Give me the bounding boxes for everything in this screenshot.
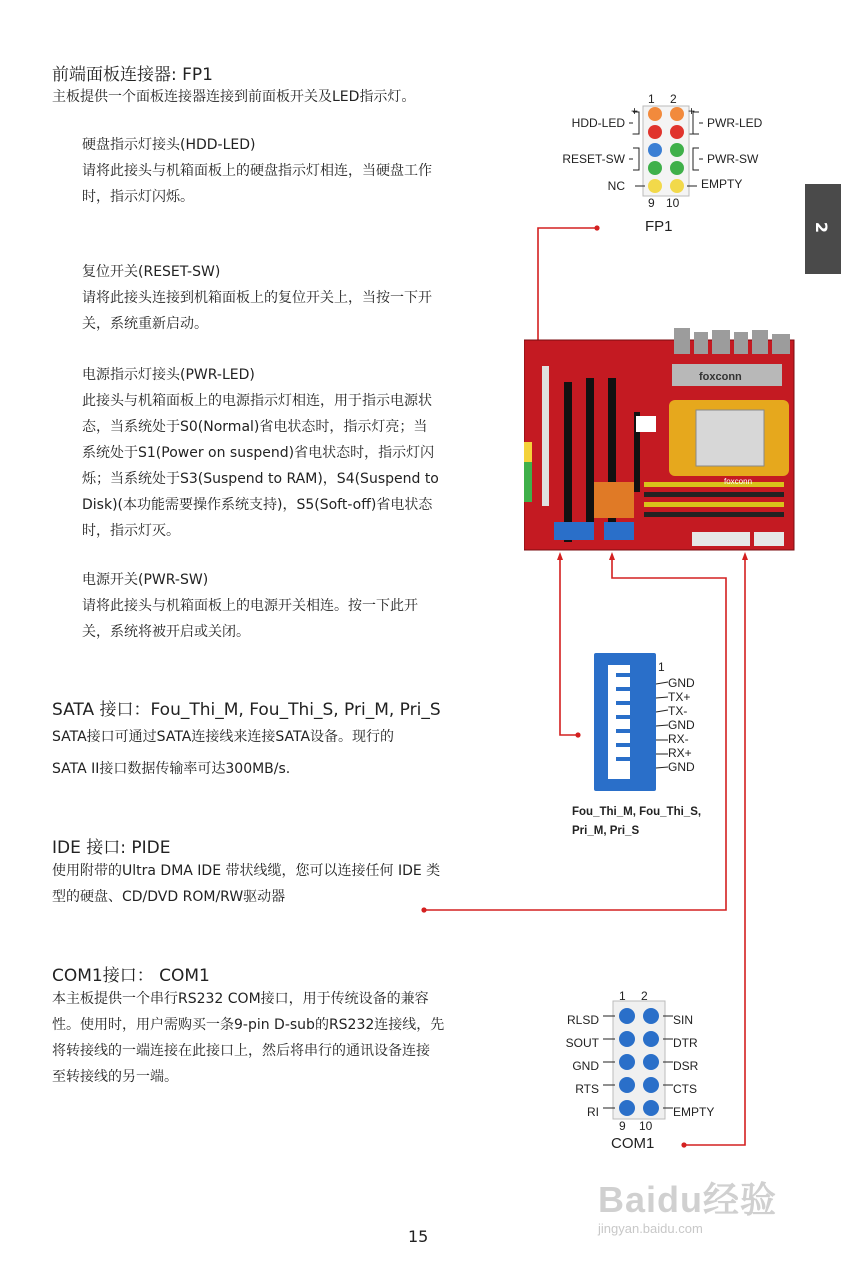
watermark-url: jingyan.baidu.com bbox=[598, 1221, 703, 1236]
text-line: Disk)(本功能需要操作系统支持)，S5(Soft-off)省电状态 bbox=[82, 497, 433, 513]
pin-number: 10 bbox=[639, 1119, 653, 1133]
dot bbox=[421, 907, 426, 912]
dot bbox=[575, 732, 580, 737]
motherboard-image bbox=[524, 322, 798, 552]
text-line: 此接头与机箱面板上的电源指示灯相连，用于指示电源状 bbox=[82, 393, 432, 409]
sata-port-svg bbox=[594, 653, 656, 791]
com1-title: COM1接口： COM1 bbox=[52, 966, 210, 986]
brand-logo: foxconn bbox=[724, 477, 753, 486]
pin-number: 2 bbox=[641, 989, 648, 1003]
reset-sw-label: RESET-SW bbox=[562, 152, 625, 166]
ide-title: IDE 接口: PIDE bbox=[52, 838, 171, 858]
pwr-led-title: 电源指示灯接头(PWR-LED) bbox=[82, 367, 255, 383]
text-line: 关，系统重新启动。 bbox=[82, 316, 208, 332]
text-line: 时，指示灯灭。 bbox=[82, 523, 180, 539]
pci-slot bbox=[586, 378, 594, 538]
empty-label: EMPTY bbox=[701, 177, 743, 191]
pin-number: 9 bbox=[648, 196, 655, 210]
pin-label: RX+ bbox=[668, 746, 692, 760]
pwr-sw-title: 电源开关(PWR-SW) bbox=[82, 572, 209, 588]
text-line: 请将此接头与机箱面板上的电源开关相连。按一下此开 bbox=[82, 598, 418, 614]
pwr-sw-label: PWR-SW bbox=[707, 152, 759, 166]
pci-slot bbox=[564, 382, 572, 542]
text-line: 型的硬盘、CD/DVD ROM/RW驱动器 bbox=[52, 889, 286, 905]
label-sticker bbox=[636, 416, 656, 432]
text-line: 关，系统将被开启或关闭。 bbox=[82, 624, 250, 640]
chipset-heatsink bbox=[594, 482, 634, 518]
text-line: 将转接线的一端连接在此接口上，然后将串行的通讯设备连接 bbox=[52, 1043, 430, 1059]
polarity-sign: - bbox=[632, 126, 636, 140]
fp1-caption: FP1 bbox=[645, 218, 673, 235]
pin-label: DTR bbox=[673, 1036, 698, 1050]
pin-label: GND bbox=[572, 1059, 599, 1073]
pin-label: RLSD bbox=[566, 1013, 599, 1027]
sata-title: SATA 接口：Fou_Thi_M, Fou_Thi_S, Pri_M, Pri_S bbox=[52, 700, 441, 720]
pin-label: RX- bbox=[668, 732, 689, 746]
pin-label: GND bbox=[668, 718, 695, 732]
text-line: SATA接口可通过SATA连接线来连接SATA设备。现行的 bbox=[52, 729, 395, 745]
text-line: 使用附带的Ultra DMA IDE 带状线缆，您可以连接任何 IDE 类 bbox=[52, 863, 441, 879]
sata-caption bbox=[572, 803, 732, 841]
pin-label: EMPTY bbox=[673, 1105, 715, 1119]
pwr-led-label: PWR-LED bbox=[707, 116, 763, 130]
text-line: 本主板提供一个串行RS232 COM接口，用于传统设备的兼容 bbox=[52, 991, 429, 1007]
ide-port bbox=[692, 532, 750, 546]
com1-left-labels bbox=[566, 1009, 599, 1124]
cpu-socket bbox=[696, 410, 764, 466]
polarity-sign: + bbox=[631, 104, 639, 118]
text-line: SATA II接口数据传输率可达300MB/s. bbox=[52, 761, 291, 777]
pin-label: CTS bbox=[673, 1082, 697, 1096]
text-line: 请将此接头连接到机箱面板上的复位开关上，当按一下开 bbox=[82, 290, 432, 306]
brand-logo: foxconn bbox=[699, 371, 742, 383]
arrow bbox=[742, 552, 748, 560]
watermark-logo: Baidu经验 bbox=[598, 1179, 778, 1220]
fp1-title: 前端面板连接器: FP1 bbox=[52, 65, 213, 85]
sata-diagram bbox=[572, 650, 730, 845]
text-line: 性。使用时，用户需购买一条9-pin D-sub的RS232连接线，先 bbox=[52, 1017, 445, 1033]
pin-label: RI bbox=[587, 1105, 599, 1119]
hdd-led-title: 硬盘指示灯接头(HDD-LED) bbox=[82, 137, 256, 153]
polarity-sign: + bbox=[688, 104, 696, 118]
sata-inner bbox=[608, 665, 630, 779]
pin-label: RTS bbox=[575, 1082, 599, 1096]
text-line: 至转接线的另一端。 bbox=[52, 1069, 178, 1085]
caption-line: Fou_Thi_M, Fou_Thi_S, bbox=[572, 806, 702, 818]
pin-label: GND bbox=[668, 760, 695, 774]
sata-ports bbox=[554, 522, 594, 540]
pin-label: TX+ bbox=[668, 690, 691, 704]
atx-power bbox=[754, 532, 784, 546]
reset-sw-title: 复位开关(RESET-SW) bbox=[82, 264, 221, 280]
text-line: 系统处于S1(Power on suspend)省电状态时，指示灯闪 bbox=[82, 445, 435, 461]
com1-diagram bbox=[555, 987, 745, 1157]
arrow bbox=[557, 552, 563, 560]
page-number: 15 bbox=[408, 1227, 429, 1246]
pin-label: SOUT bbox=[565, 1036, 599, 1050]
arrow bbox=[609, 552, 615, 560]
pci-slot bbox=[542, 366, 549, 506]
text-line: 时，指示灯闪烁。 bbox=[82, 189, 194, 205]
sata-leader-line bbox=[560, 560, 578, 735]
watermark bbox=[598, 1172, 798, 1242]
pin-number: 9 bbox=[619, 1119, 626, 1133]
pin-label: DSR bbox=[673, 1059, 699, 1073]
pin-number: 1 bbox=[648, 92, 655, 106]
fp1-intro: 主板提供一个面板连接器连接到前面板开关及LED指示灯。 bbox=[52, 89, 416, 105]
text-line: 态，当系统处于S0(Normal)省电状态时，指示灯亮；当 bbox=[82, 419, 428, 435]
com1-right-labels bbox=[673, 1009, 714, 1124]
chapter-number: 2 bbox=[812, 221, 832, 234]
pin-number: 1 bbox=[619, 989, 626, 1003]
pin-number: 1 bbox=[658, 660, 665, 674]
com1-caption: COM1 bbox=[611, 1135, 655, 1152]
polarity-sign: - bbox=[689, 126, 693, 140]
pin-number: 2 bbox=[670, 92, 677, 106]
pin-label: TX- bbox=[668, 704, 688, 718]
pin-label: SIN bbox=[673, 1013, 694, 1027]
pin-label: GND bbox=[668, 676, 695, 690]
caption-line: Pri_M, Pri_S bbox=[572, 825, 640, 837]
text-line: 请将此接头与机箱面板上的硬盘指示灯相连，当硬盘工作 bbox=[82, 163, 432, 179]
pin-number: 10 bbox=[666, 196, 680, 210]
hdd-led-label: HDD-LED bbox=[571, 116, 625, 130]
fp1-diagram bbox=[555, 90, 785, 240]
text-line: 烁；当系统处于S3(Suspend to RAM)，S4(Suspend to bbox=[82, 471, 439, 487]
sata-pin-labels bbox=[668, 676, 695, 774]
nc-label: NC bbox=[607, 179, 625, 193]
